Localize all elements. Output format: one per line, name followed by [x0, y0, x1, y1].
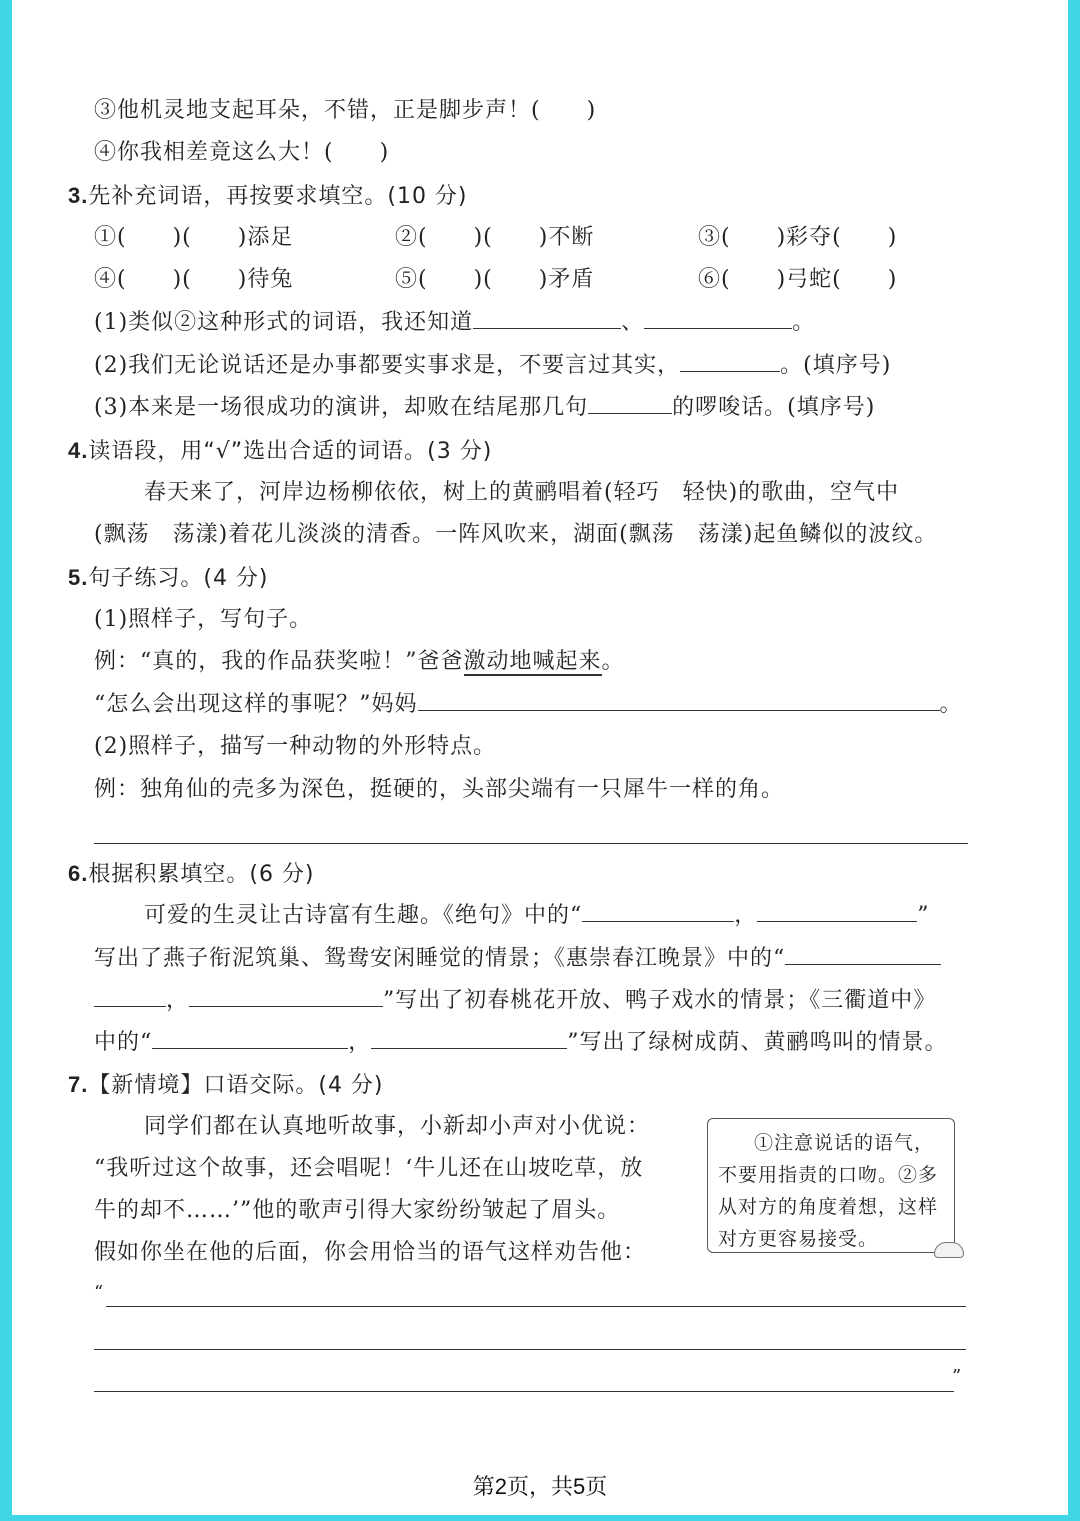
q3-idiom-4: ④( )( )待兔 — [94, 267, 294, 292]
q6-heading — [68, 859, 315, 890]
q7-title: 【新情境】口语交际。(4 分) — [88, 1073, 384, 1098]
hint-line-1: ①注意说话的语气， — [754, 1132, 935, 1154]
q6-line-4-end: ”写出了绿树成荫、黄鹂鸣叫的情景。 — [567, 1030, 948, 1055]
q6-line-4-text: 中的“ — [94, 1030, 153, 1055]
answer-blank[interactable] — [152, 1028, 348, 1049]
q3-sub-1-end: 。 — [792, 310, 816, 335]
q3-sub-3-text: (3)本来是一场很成功的演讲，却败在结尾那几句 — [94, 395, 589, 420]
answer-blank[interactable] — [371, 1028, 567, 1049]
q3-idiom-1: ①( )( )添足 — [94, 225, 294, 250]
answer-blank[interactable] — [418, 690, 940, 711]
cloud-icon — [934, 1242, 964, 1258]
hint-line-4: 对方更容易接受。 — [718, 1228, 879, 1250]
q6-line-1-sep: ， — [734, 903, 758, 928]
q5-number: 5. — [68, 565, 89, 590]
q7-number: 7. — [68, 1072, 89, 1097]
q5-example-1-text: 例：“真的，我的作品获奖啦！”爸爸 — [94, 649, 464, 674]
hint-line-3: 从对方的角度着想，这样 — [718, 1196, 939, 1218]
q3-sub-1 — [94, 308, 815, 338]
q6-line-2-text: 写出了燕子衔泥筑巢、鸳鸯安闲睡觉的情景；《惠崇春江晚景》中的“ — [94, 946, 786, 971]
q3-idiom-3: ③( )彩夺( ) — [698, 225, 898, 250]
q6-line-3-text: ”写出了初春桃花开放、鸭子戏水的情景；《三衢道中》 — [383, 988, 937, 1013]
q3-sub-2-end: 。(填序号) — [780, 353, 892, 378]
q7-heading — [68, 1070, 384, 1101]
answer-blank[interactable] — [473, 308, 621, 329]
q7-open-quote: “ — [94, 1282, 105, 1303]
q5-example-1-underlined: 激动地喊起来 — [463, 649, 602, 674]
q3-idiom-2: ②( )( )不断 — [395, 225, 595, 250]
answer-blank[interactable] — [785, 944, 941, 965]
q5-sub-1: (1)照样子，写句子。 — [94, 607, 313, 632]
q6-line-3-sep: ， — [166, 988, 190, 1013]
q5-example-1-end: 。 — [601, 649, 625, 674]
answer-line[interactable] — [106, 1306, 966, 1307]
q3-idiom-6: ⑥( )弓蛇( ) — [698, 267, 898, 292]
q7-line-4: 假如你坐在他的后面，你会用恰当的语气这样劝告他： — [94, 1240, 647, 1265]
worksheet-page — [12, 0, 1068, 1515]
q6-line-1 — [144, 901, 930, 931]
answer-blank[interactable] — [189, 986, 383, 1007]
q4-heading — [68, 436, 492, 467]
q2-item-3: ③他机灵地支起耳朵，不错，正是脚步声！( ) — [94, 98, 597, 123]
q7-close-quote: ” — [952, 1366, 963, 1387]
q3-number: 3. — [68, 183, 89, 208]
answer-line[interactable] — [94, 843, 968, 844]
q3-sub-2 — [94, 351, 891, 381]
q3-sub-3-end: 的啰唆话。(填序号) — [672, 395, 876, 420]
q4-number: 4. — [68, 438, 89, 463]
q6-line-1-end: ” — [917, 903, 930, 928]
q3-sub-1-text: (1)类似②这种形式的词语，我还知道 — [94, 310, 474, 335]
q4-passage-line-2: (飘荡 荡漾)着花儿淡淡的清香。一阵风吹来，湖面(飘荡 荡漾)起鱼鳞似的波纹。 — [94, 522, 938, 547]
hint-line-2: 不要用指责的口吻。②多 — [718, 1164, 939, 1186]
answer-blank[interactable] — [757, 901, 917, 922]
q6-line-4-sep: ， — [348, 1030, 372, 1055]
q7-line-2: “我听过这个故事，还会唱呢！‘牛儿还在山坡吃草，放 — [94, 1156, 644, 1181]
q3-sub-2-text: (2)我们无论说话还是办事都要实事求是，不要言过其实， — [94, 353, 681, 378]
q6-line-4 — [94, 1028, 948, 1058]
q5-heading — [68, 563, 269, 594]
q3-heading — [68, 181, 468, 212]
q2-item-4: ④你我相差竟这么大！( ) — [94, 140, 390, 165]
q7-line-3: 牛的却不……’”他的歌声引得大家纷纷皱起了眉头。 — [94, 1198, 621, 1223]
q5-example-1 — [94, 647, 625, 677]
q3-sub-1-sep: 、 — [621, 310, 645, 335]
answer-blank[interactable] — [680, 351, 780, 372]
q4-passage-line-1: 春天来了，河岸边杨柳依依，树上的黄鹂唱着(轻巧 轻快)的歌曲，空气中 — [144, 480, 900, 505]
q5-question-1-end: 。 — [939, 692, 963, 717]
hint-box — [707, 1118, 955, 1253]
q5-sub-2: (2)照样子，描写一种动物的外形特点。 — [94, 734, 497, 759]
q5-example-2: 例：独角仙的壳多为深色，挺硬的，头部尖端有一只犀牛一样的角。 — [94, 777, 785, 802]
q5-question-1 — [94, 690, 963, 720]
answer-blank[interactable] — [94, 986, 166, 1007]
q6-line-2 — [94, 944, 941, 974]
q6-line-1-text: 可爱的生灵让古诗富有生趣。《绝句》中的“ — [144, 903, 583, 928]
q6-title: 根据积累填空。(6 分) — [88, 862, 315, 887]
q6-line-3 — [94, 986, 936, 1016]
q3-idiom-5: ⑤( )( )矛盾 — [395, 267, 595, 292]
q7-line-1: 同学们都在认真地听故事，小新却小声对小优说： — [144, 1114, 651, 1139]
answer-blank[interactable] — [588, 393, 672, 414]
q4-title: 读语段，用“√”选出合适的词语。(3 分) — [88, 439, 493, 464]
q5-title: 句子练习。(4 分) — [88, 566, 269, 591]
q5-question-1-text: “怎么会出现这样的事呢？”妈妈 — [94, 692, 418, 717]
q6-number: 6. — [68, 861, 89, 886]
answer-line[interactable] — [94, 1391, 954, 1392]
answer-blank[interactable] — [582, 901, 734, 922]
q3-sub-3 — [94, 393, 875, 423]
page-number: 第2页，共5页 — [472, 1474, 608, 1499]
answer-line[interactable] — [94, 1349, 966, 1350]
answer-blank[interactable] — [644, 308, 792, 329]
q3-title: 先补充词语，再按要求填空。(10 分) — [88, 184, 468, 209]
